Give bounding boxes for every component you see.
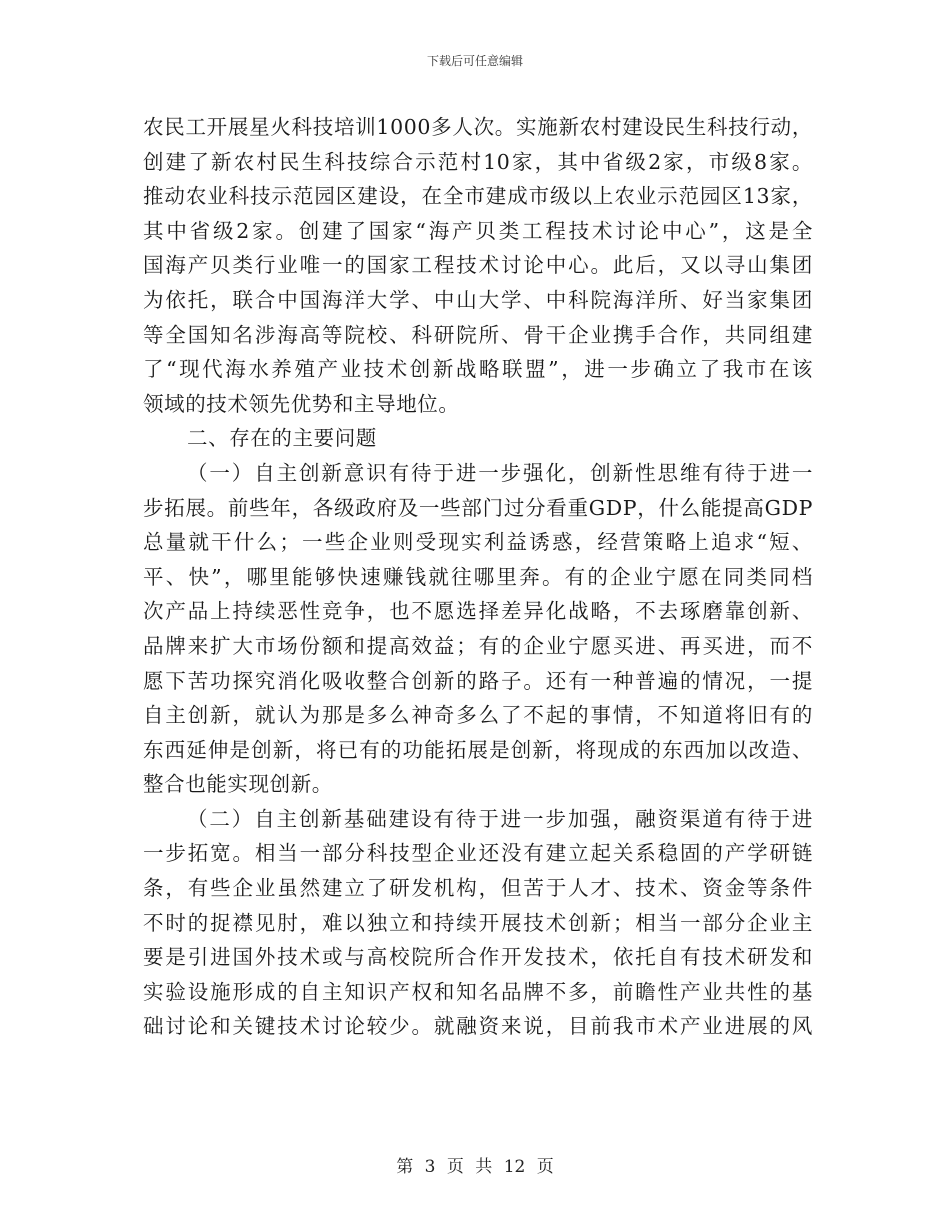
- paragraph: [143, 802, 813, 1044]
- text-line: 不时的捉襟见肘，难以独立和持续开展技术创新；相当一部分企业主: [143, 910, 813, 935]
- text-line: 次产品上持续恶性竞争，也不愿选择差异化战略，不去琢磨靠创新、: [143, 599, 813, 624]
- page-header: 下载后可任意编辑: [426, 54, 523, 68]
- text-line: （二）自主创新基础建设有待于进一步加强，融资渠道有待于进: [187, 806, 813, 831]
- text-line: 国海产贝类行业唯一的国家工程技术讨论中心。此后，又以寻山集团: [143, 253, 813, 278]
- text-line: （一）自主创新意识有待于进一步强化，创新性思维有待于进一: [187, 460, 813, 485]
- text-line: 平、快”，哪里能够快速赚钱就往哪里奔。有的企业宁愿在同类同档: [143, 564, 813, 589]
- text-line: 了“现代海水养殖产业技术创新战略联盟”，进一步确立了我市在该: [143, 357, 813, 382]
- paragraph: [143, 456, 813, 802]
- paragraph: [143, 110, 813, 421]
- section-heading: [143, 421, 813, 456]
- heading-line: 二、存在的主要问题: [187, 426, 377, 451]
- text-line: 创建了新农村民生科技综合示范村10家，其中省级2家，市级8家。: [143, 149, 813, 174]
- text-line: 其中省级2家。创建了国家“海产贝类工程技术讨论中心”，这是全: [143, 218, 813, 243]
- text-line: 愿下苦功探究消化吸收整合创新的路子。还有一种普遍的情况，一提: [143, 668, 813, 693]
- text-line: 步拓展。前些年，各级政府及一些部门过分看重GDP，什么能提高GDP: [143, 495, 813, 520]
- text-line: 整合也能实现创新。: [143, 772, 333, 797]
- text-line: 一步拓宽。相当一部分科技型企业还没有建立起关系稳固的产学研链: [143, 841, 813, 866]
- text-line: 东西延伸是创新，将已有的功能拓展是创新，将现成的东西加以改造、: [143, 737, 813, 762]
- text-line: 品牌来扩大市场份额和提高效益；有的企业宁愿买进、再买进，而不: [143, 633, 813, 658]
- text-line: 实验设施形成的自主知识产权和知名品牌不多，前瞻性产业共性的基: [143, 979, 813, 1004]
- text-line: 础讨论和关键技术讨论较少。就融资来说，目前我市术产业进展的风: [143, 1014, 813, 1039]
- text-line: 总量就干什么；一些企业则受现实利益诱惑，经营策略上追求“短、: [143, 530, 813, 555]
- text-line: 推动农业科技示范园区建设，在全市建成市级以上农业示范园区13家，: [143, 184, 813, 209]
- text-line: 自主创新，就认为那是多么神奇多么了不起的事情，不知道将旧有的: [143, 703, 813, 728]
- text-line: 要是引进国外技术或与高校院所合作开发技术，依托自有技术研发和: [143, 945, 813, 970]
- text-line: 条，有些企业虽然建立了研发机构，但苦于人才、技术、资金等条件: [143, 876, 813, 901]
- text-line: 农民工开展星火科技培训1000多人次。实施新农村建设民生科技行动，: [143, 115, 813, 139]
- text-line: 领域的技术领先优势和主导地位。: [143, 391, 460, 416]
- page-number-footer: 第 3 页 共 12 页: [396, 1157, 554, 1177]
- text-line: 为依托，联合中国海洋大学、中山大学、中科院海洋所、好当家集团: [143, 287, 813, 312]
- text-line: 等全国知名涉海高等院校、科研院所、骨干企业携手合作，共同组建: [143, 322, 813, 347]
- document-body: [143, 110, 813, 1044]
